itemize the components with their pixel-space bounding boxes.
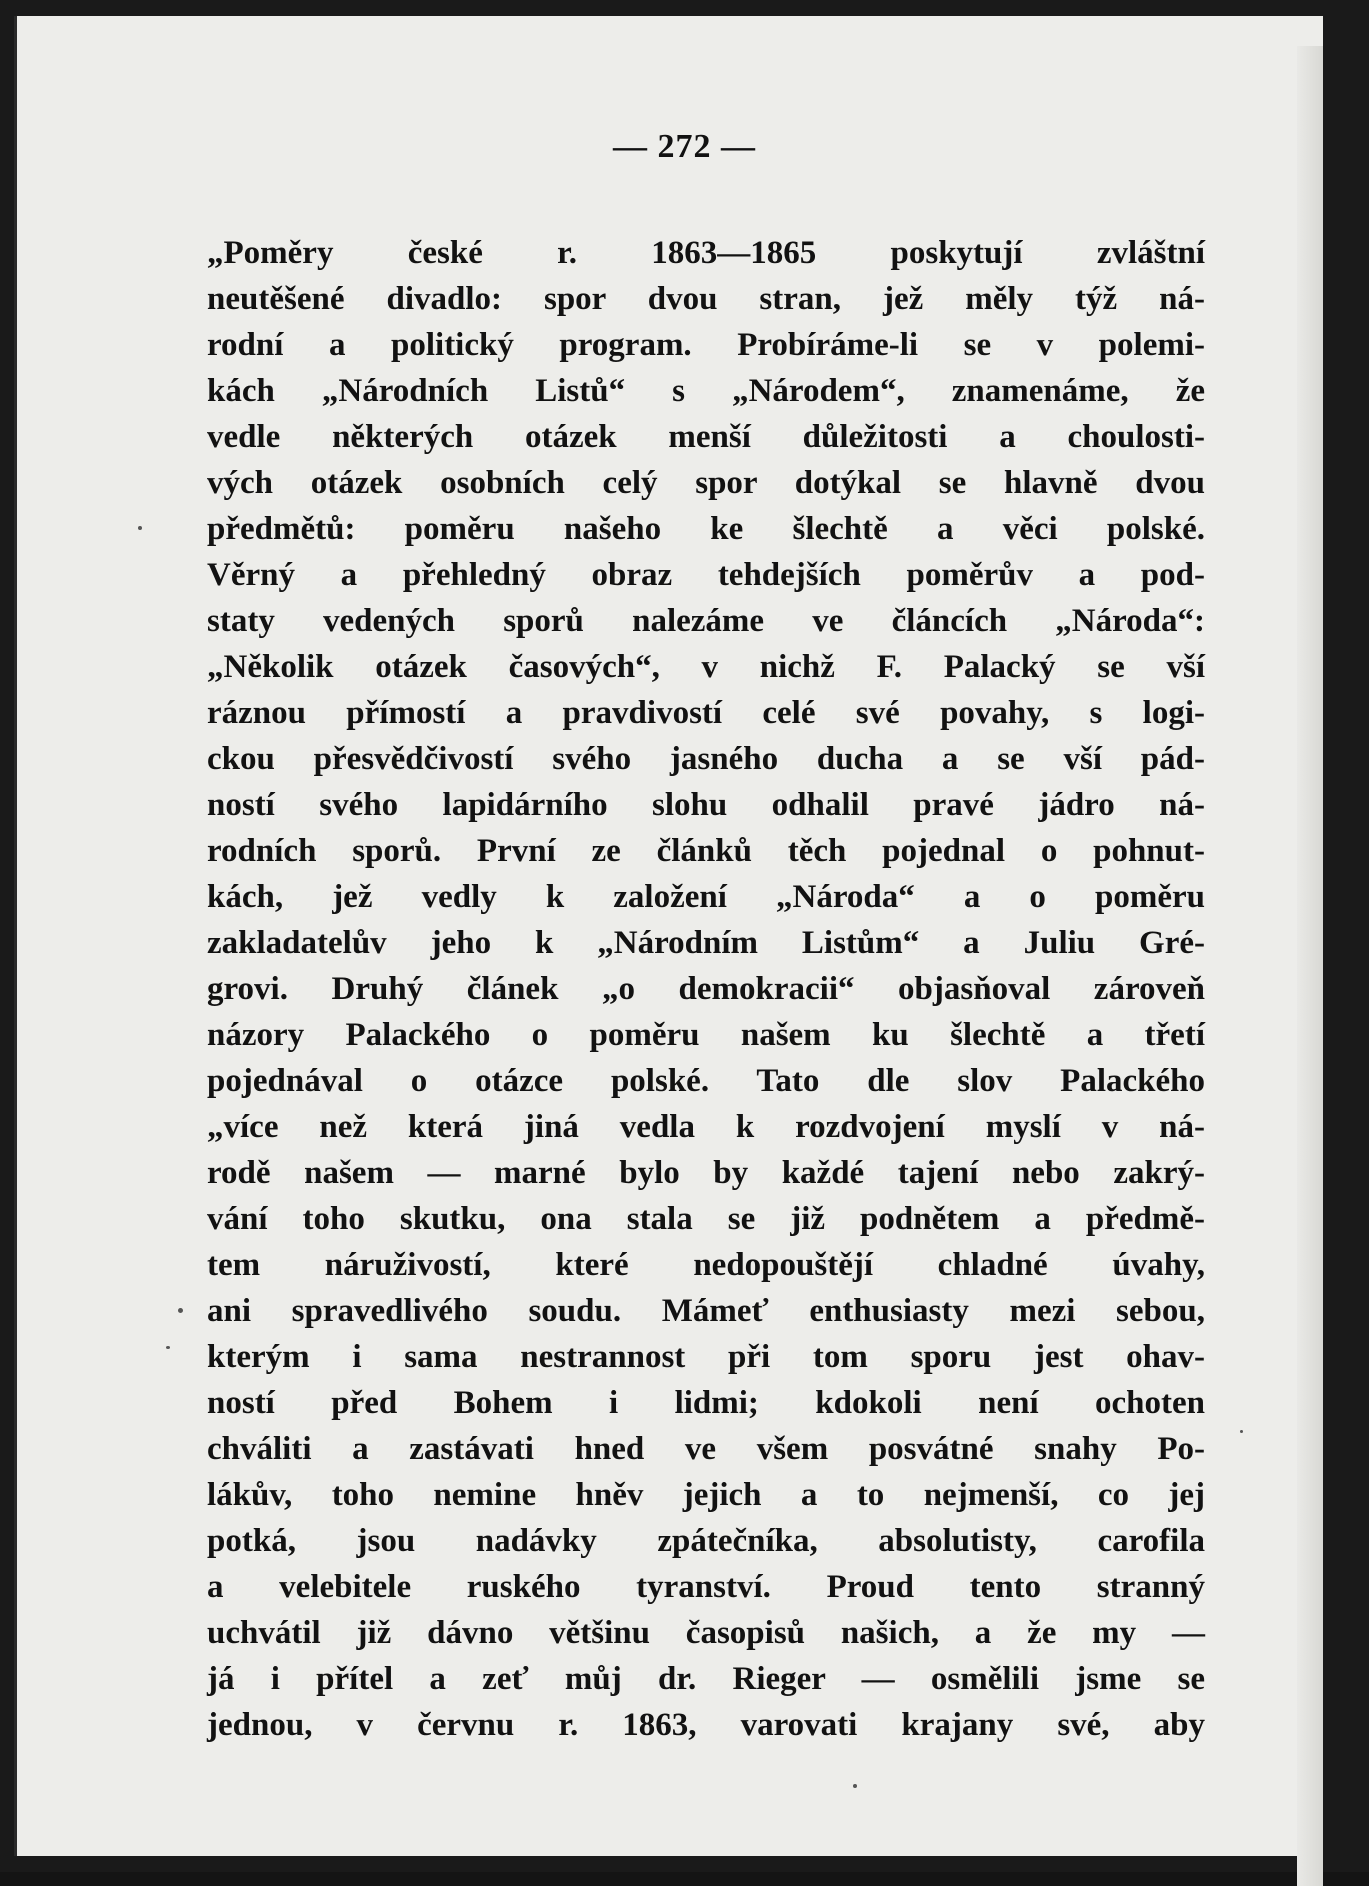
- text-line: uchvátil již dávno většinu časopisů našich, a že my —: [207, 1615, 1205, 1651]
- text-line: zakladatelův jeho k „Národním Listům“ a Juliu Gré-: [207, 925, 1205, 961]
- text-line: ani spravedlivého soudu. Mámeť enthusiasty mezi sebou,: [207, 1293, 1205, 1329]
- text-line: a velebitele ruského tyranství. Proud tento stranný: [207, 1569, 1205, 1605]
- text-line: kterým i sama nestrannost při tom sporu jest ohav-: [207, 1339, 1205, 1375]
- text-line: jednou, v červnu r. 1863, varovati krajany své, aby: [207, 1707, 1205, 1743]
- text-line: pojednával o otázce polské. Tato dle slov Palackého: [207, 1063, 1205, 1099]
- text-line: „více než která jiná vedla k rozdvojení myslí v ná-: [207, 1109, 1205, 1145]
- text-line: lákův, toho nemine hněv jejich a to nejmenší, co jej: [207, 1477, 1205, 1513]
- text-line: neutěšené divadlo: spor dvou stran, jež měly týž ná-: [207, 281, 1205, 317]
- text-line: ností před Bohem i lidmi; kdokoli není ochoten: [207, 1385, 1205, 1421]
- text-line: „Poměry české r. 1863—1865 poskytují zvláštní: [207, 235, 1205, 271]
- body-text: [207, 230, 1205, 1748]
- text-line: „Několik otázek časových“, v nichž F. Palacký se vší: [207, 649, 1205, 685]
- page-edge-shadow: [1297, 46, 1323, 1886]
- text-line: Věrný a přehledný obraz tehdejších poměrův a pod-: [207, 557, 1205, 593]
- text-line: chváliti a zastávati hned ve všem posvátné snahy Po-: [207, 1431, 1205, 1467]
- text-line: rodní a politický program. Probíráme-li se v polemi-: [207, 327, 1205, 363]
- text-line: ckou přesvědčivostí svého jasného ducha a se vší pád-: [207, 741, 1205, 777]
- scan-speck: [1240, 1430, 1243, 1433]
- scan-speck: [178, 1308, 183, 1313]
- text-line: rodních sporů. První ze článků těch pojednal o pohnut-: [207, 833, 1205, 869]
- text-line: staty vedených sporů nalezáme ve článcích „Národa“:: [207, 603, 1205, 639]
- text-line: potká, jsou nadávky zpátečníka, absolutisty, carofila: [207, 1523, 1205, 1559]
- text-line: tem náruživostí, které nedopouštějí chladné úvahy,: [207, 1247, 1205, 1283]
- text-line: vání toho skutku, ona stala se již podnětem a předmě-: [207, 1201, 1205, 1237]
- text-line: grovi. Druhý článek „o demokracii“ objasňoval zároveň: [207, 971, 1205, 1007]
- text-line: ráznou přímostí a pravdivostí celé své povahy, s logi-: [207, 695, 1205, 731]
- text-line: názory Palackého o poměru našem ku šlechtě a třetí: [207, 1017, 1205, 1053]
- text-line: vedle některých otázek menší důležitosti a choulosti-: [207, 419, 1205, 455]
- scan-speck: [138, 526, 142, 530]
- text-line: předmětů: poměru našeho ke šlechtě a věci polské.: [207, 511, 1205, 547]
- text-line: vých otázek osobních celý spor dotýkal se hlavně dvou: [207, 465, 1205, 501]
- text-line: kách, jež vedly k založení „Národa“ a o poměru: [207, 879, 1205, 915]
- text-line: ností svého lapidárního slohu odhalil pravé jádro ná-: [207, 787, 1205, 823]
- text-line: já i přítel a zeť můj dr. Rieger — osmělili jsme se: [207, 1661, 1205, 1697]
- text-line: rodě našem — marné bylo by každé tajení nebo zakrý-: [207, 1155, 1205, 1191]
- page-number: — 272 —: [613, 128, 756, 165]
- scan-speck: [166, 1346, 170, 1349]
- scan-speck: [853, 1784, 857, 1788]
- text-line: kách „Národních Listů“ s „Národem“, znamenáme, že: [207, 373, 1205, 409]
